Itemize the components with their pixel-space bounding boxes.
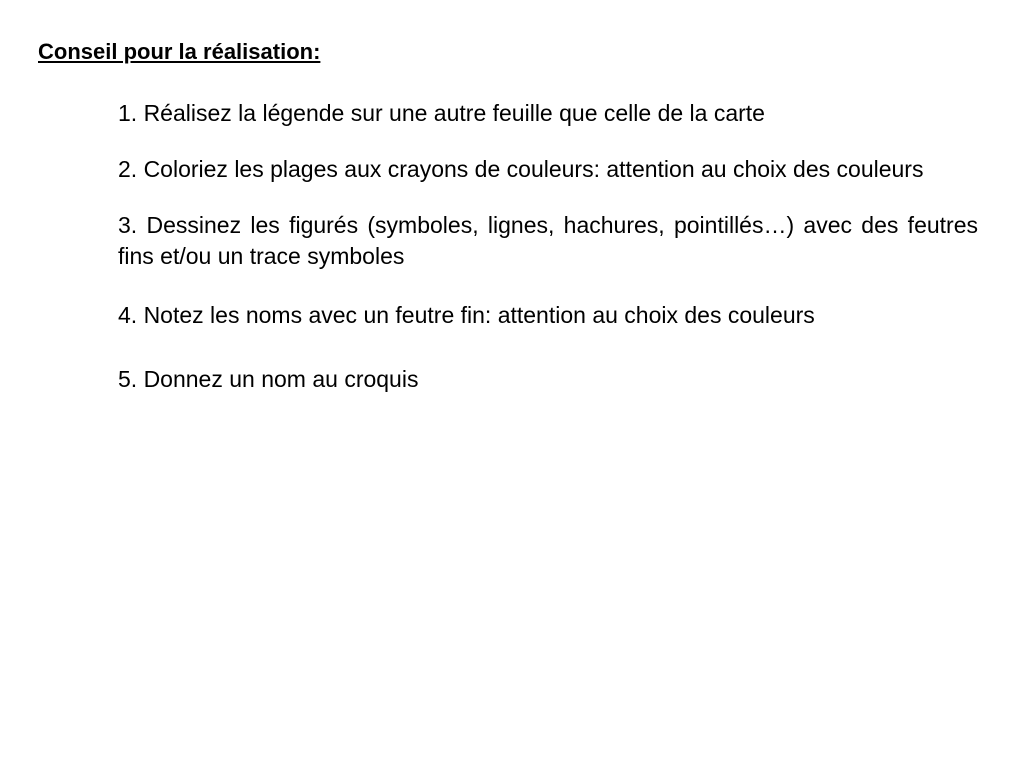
step-5-text: 5. Donnez un nom au croquis: [118, 366, 419, 392]
step-3-text: 3. Dessinez les figurés (symboles, lignes, hachures, pointillés…) avec des feutres fins et/ou un trace symboles: [118, 212, 978, 269]
step-2-text: 2. Coloriez les plages aux crayons de couleurs: attention au choix des couleurs: [118, 156, 924, 182]
step-1-text: 1. Réalisez la légende sur une autre feuille que celle de la carte: [118, 100, 765, 126]
step-4-text: 4. Notez les noms avec un feutre fin: attention au choix des couleurs: [118, 302, 815, 328]
slide-heading: Conseil pour la réalisation:: [38, 39, 321, 64]
